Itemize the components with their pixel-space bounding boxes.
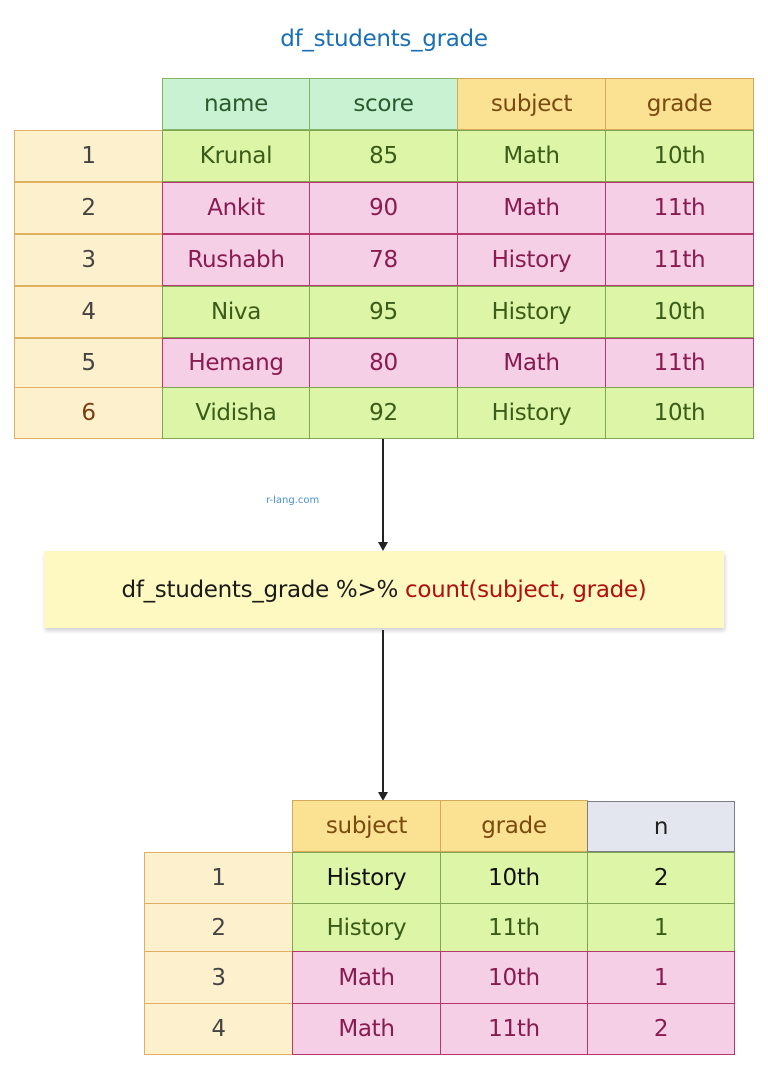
table-cell-name: Rushabh bbox=[162, 234, 310, 286]
column-header-score: score bbox=[309, 78, 458, 130]
column-header-name: name bbox=[162, 78, 310, 130]
table-cell-subject: History bbox=[457, 234, 606, 286]
table-cell-subject: History bbox=[292, 903, 441, 952]
table-cell-subject: Math bbox=[292, 951, 441, 1004]
table-cell-subject: History bbox=[457, 286, 606, 338]
row-index: 6 bbox=[14, 387, 163, 439]
table-cell-grade: 11th bbox=[440, 903, 588, 952]
column-header-subject: subject bbox=[457, 78, 606, 130]
row-index: 2 bbox=[14, 182, 163, 234]
row-index: 1 bbox=[144, 852, 293, 904]
table-cell-grade: 10th bbox=[440, 852, 588, 904]
table-cell-name: Ankit bbox=[162, 182, 310, 234]
code-function: count(subject, grade) bbox=[405, 576, 647, 603]
row-index: 3 bbox=[14, 234, 163, 286]
table-cell-score: 78 bbox=[309, 234, 458, 286]
table-cell-grade: 11th bbox=[605, 338, 754, 388]
table-cell-name: Vidisha bbox=[162, 387, 310, 439]
watermark: r-lang.com bbox=[266, 495, 320, 506]
table-cell-grade: 11th bbox=[605, 234, 754, 286]
arrow-down-icon bbox=[378, 542, 388, 551]
table-cell-subject: Math bbox=[457, 130, 606, 182]
table-cell-grade: 11th bbox=[440, 1003, 588, 1055]
table-cell-name: Hemang bbox=[162, 338, 310, 388]
table-cell-grade: 10th bbox=[605, 286, 754, 338]
table-cell-subject: History bbox=[457, 387, 606, 439]
diagram-title: df_students_grade bbox=[280, 26, 488, 52]
arrow-connector bbox=[382, 439, 384, 542]
row-index: 4 bbox=[14, 286, 163, 338]
row-index: 3 bbox=[144, 951, 293, 1004]
row-index: 1 bbox=[14, 130, 163, 182]
table-cell-grade: 10th bbox=[440, 951, 588, 1004]
row-index: 5 bbox=[14, 338, 163, 388]
table-cell-n: 2 bbox=[587, 852, 735, 904]
table-cell-grade: 10th bbox=[605, 130, 754, 182]
table-cell-subject: History bbox=[292, 852, 441, 904]
table-cell-grade: 10th bbox=[605, 387, 754, 439]
table-cell-name: Krunal bbox=[162, 130, 310, 182]
column-header-grade: grade bbox=[440, 800, 588, 852]
table-cell-score: 90 bbox=[309, 182, 458, 234]
table-cell-subject: Math bbox=[457, 182, 606, 234]
table-cell-grade: 11th bbox=[605, 182, 754, 234]
column-header-grade: grade bbox=[605, 78, 754, 130]
table-cell-subject: Math bbox=[457, 338, 606, 388]
table-cell-score: 95 bbox=[309, 286, 458, 338]
code-expression bbox=[44, 551, 724, 628]
column-header-subject: subject bbox=[292, 800, 441, 852]
table-cell-n: 2 bbox=[587, 1003, 735, 1055]
code-prefix: df_students_grade %>% bbox=[121, 576, 406, 603]
table-cell-score: 85 bbox=[309, 130, 458, 182]
row-index: 4 bbox=[144, 1003, 293, 1055]
table-cell-n: 1 bbox=[587, 951, 735, 1004]
row-index: 2 bbox=[144, 903, 293, 952]
column-header-n: n bbox=[587, 801, 735, 852]
table-cell-score: 92 bbox=[309, 387, 458, 439]
arrow-connector bbox=[382, 630, 384, 792]
table-cell-subject: Math bbox=[292, 1003, 441, 1055]
table-cell-name: Niva bbox=[162, 286, 310, 338]
table-cell-n: 1 bbox=[587, 903, 735, 952]
table-cell-score: 80 bbox=[309, 338, 458, 388]
